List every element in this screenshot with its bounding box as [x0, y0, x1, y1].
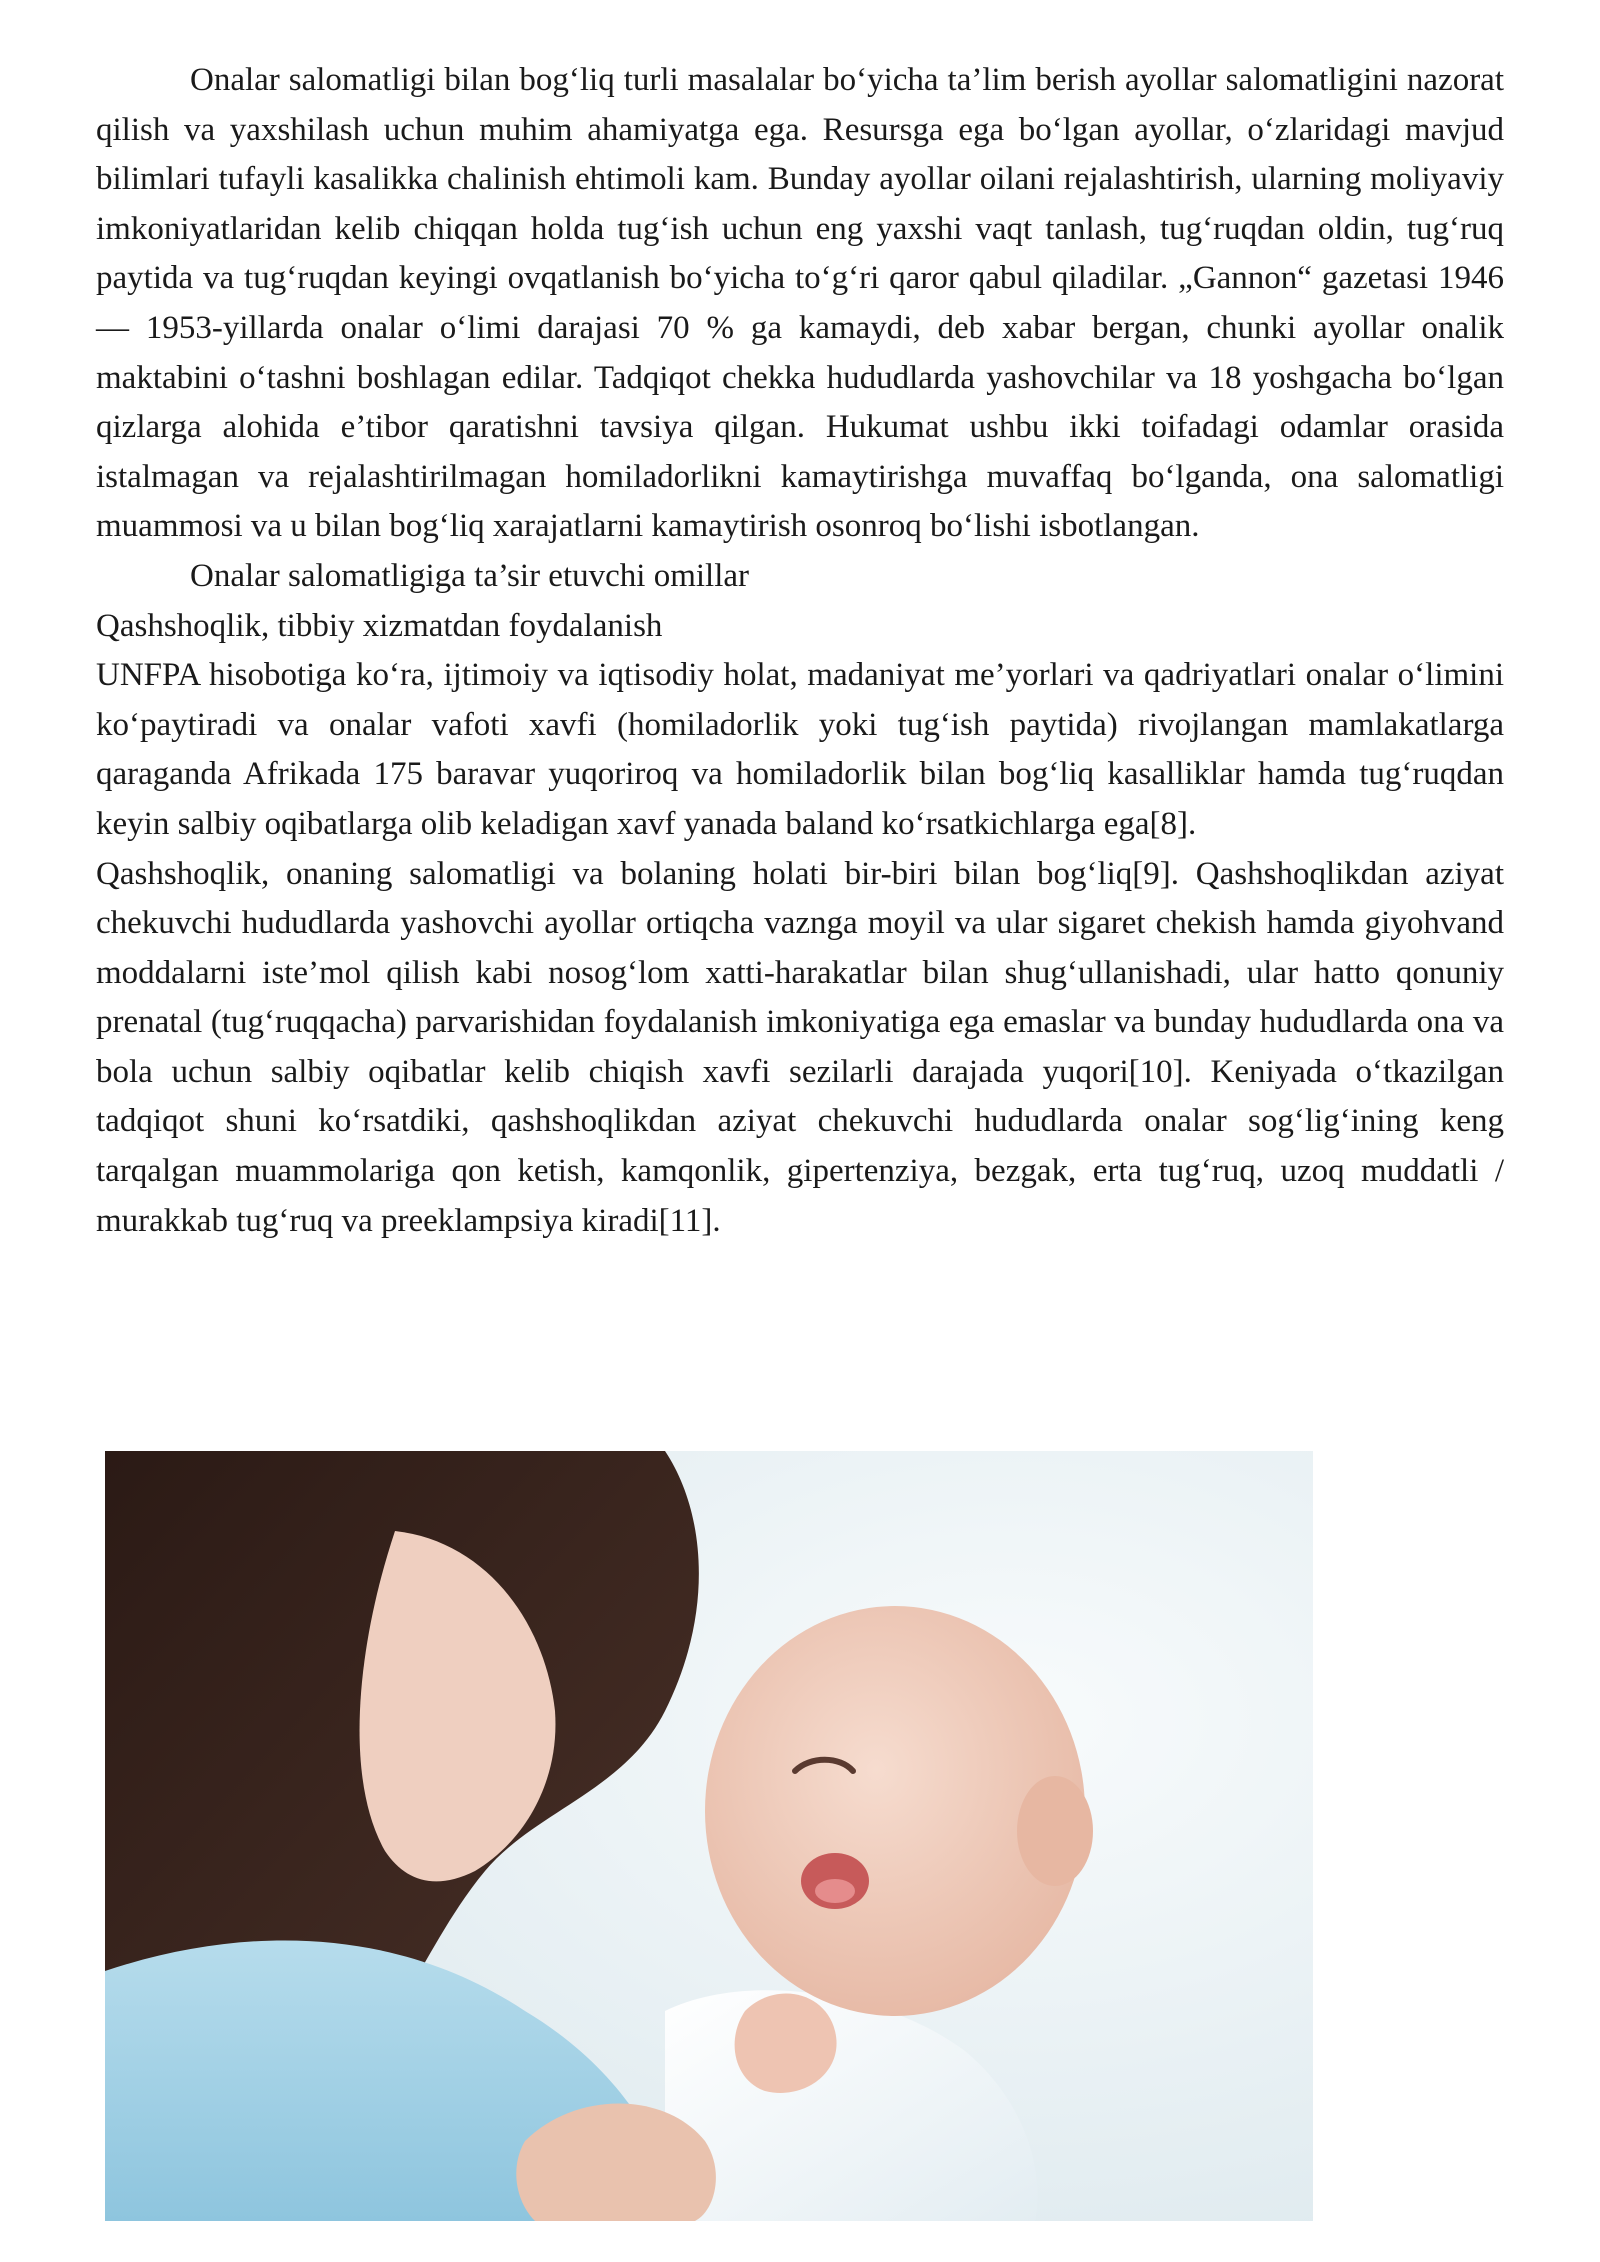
subheading: Qashshoqlik, tibbiy xizmatdan foydalanish — [96, 607, 663, 644]
mother-baby-photo — [105, 1451, 1313, 2221]
intro-paragraph: Onalar salomatligi bilan bog‘liq turli masalalar bo‘yicha ta’lim berish ayollar salomatligini nazorat qilish va yaxshilash uchun muhim ahamiyatga ega. Resursga ega bo‘lgan ayollar, o‘zlaridagi mavjud bilimlari tufayli kasalikka chalinish ehtimoli kam. Bunday ayollar oilani rejalashtirish, ularning moliyaviy imkoniyatlaridan kelib chiqqan holda tug‘ish uchun eng yaxshi vaqt tanlash, tug‘ruqdan oldin, tug‘ruq paytida va tug‘ruqdan keyingi ovqatlanish bo‘yicha to‘g‘ri qaror qabul qiladilar. „Gannon“ gazetasi 1946 — 1953-yillarda onalar o‘limi darajasi 70 % ga kamaydi, deb xabar bergan, chunki ayollar onalik maktabini o‘tashni boshlagan edilar. Tadqiqot chekka hududlarda yashovchilar va 18 yoshgacha bo‘lgan qizlarga alohida e’tibor qaratishni tavsiya qilgan. Hukumat ushbu ikki toifadagi odamlar orasida istalmagan va rejalashtirilmagan homiladorlikni kamaytirishga muvaffaq bo‘lganda, ona salomatligi muammosi va u bilan bog‘liq xarajatlarni kamaytirish osonroq bo‘lishi isbotlangan. — [96, 62, 1504, 545]
body-paragraph-unfpa: UNFPA hisobotiga ko‘ra, ijtimoiy va iqtisodiy holat, madaniyat me’yorlari va qadriyatlari onalar o‘limini ko‘paytiradi va onalar vafoti xavfi (homiladorlik yoki tug‘ish paytida) rivojlangan mamlakatlarga qaraganda Afrikada 175 baravar yuqoriroq va homiladorlik bilan bog‘liq kasalliklar hamda tug‘ruqdan keyin salbiy oqibatlarga olib keladigan xavf yanada baland ko‘rsatkichlarga ega[8]. — [96, 657, 1504, 842]
document-body — [96, 56, 1504, 1246]
section-heading: Onalar salomatligiga ta’sir etuvchi omillar — [190, 557, 750, 594]
body-paragraph-poverty: Qashshoqlik, onaning salomatligi va bolaning holati bir-biri bilan bog‘liq[9]. Qashshoqlikdan aziyat chekuvchi hududlarda yashovchi ayollar ortiqcha vaznga moyil va ular sigaret chekish hamda giyohvand moddalarni iste’mol qilish kabi nosog‘lom xatti-harakatlar bilan shug‘ullanishadi, ular hatto qonuniy prenatal (tug‘ruqqacha) parvarishidan foydalanish imkoniyatiga ega emaslar va bunday hududlarda ona va bola uchun salbiy oqibatlar kelib chiqish xavfi sezilarli darajada yuqori[10]. Keniyada o‘tkazilgan tadqiqot shuni ko‘rsatdiki, qashshoqlikdan aziyat chekuvchi hududlarda onalar sog‘lig‘ining keng tarqalgan muammolariga qon ketish, kamqonlik, gipertenziya, bezgak, erta tug‘ruq, uzoq muddatli / murakkab tug‘ruq va preeklampsiya kiradi[11]. — [96, 855, 1504, 1239]
